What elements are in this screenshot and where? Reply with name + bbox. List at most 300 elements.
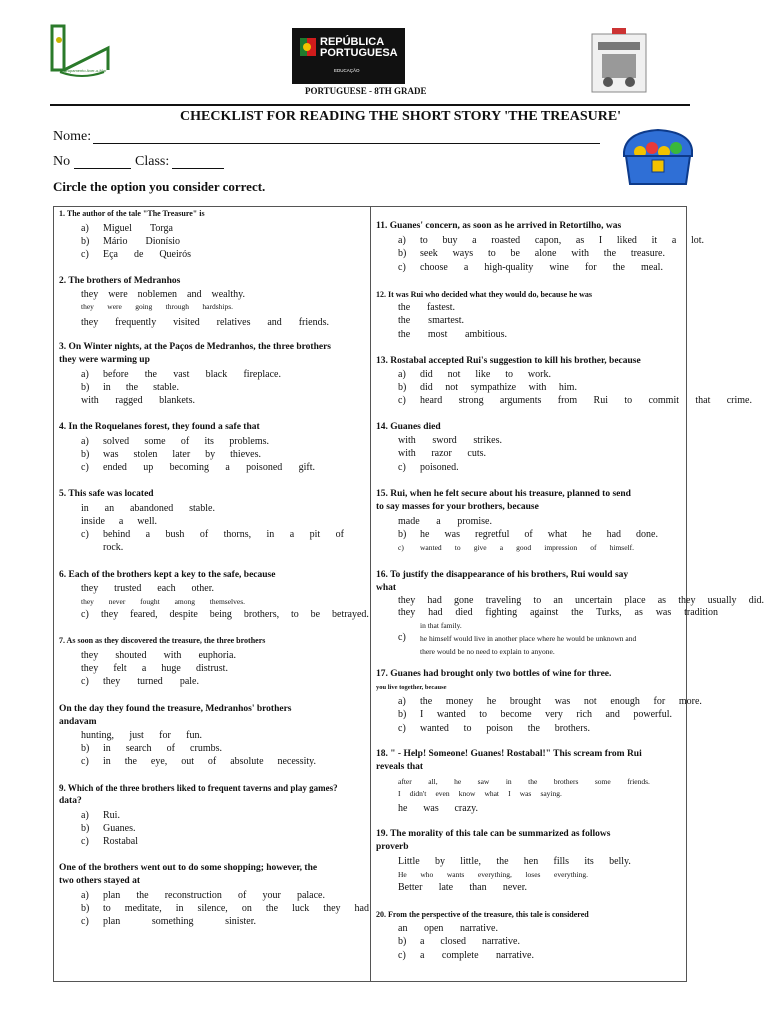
portugal-flag-icon: [300, 38, 316, 56]
option-word: narrative.: [495, 950, 534, 961]
option-word: for: [584, 262, 597, 273]
option-word: everything,: [477, 870, 512, 879]
option-word: a: [289, 529, 295, 540]
option-word: open: [423, 923, 444, 934]
number-label: No: [53, 154, 71, 169]
option-word: regretful: [474, 529, 510, 540]
option[interactable]: [81, 595, 245, 608]
option-word: its: [584, 856, 594, 867]
option[interactable]: [398, 328, 507, 341]
option-word: they: [101, 609, 119, 620]
option-word: brothers.: [554, 723, 590, 734]
option-word: that: [695, 395, 711, 406]
option-continuation: rock.: [103, 542, 124, 553]
nome-label: Nome:: [53, 129, 92, 144]
option-word: by: [434, 856, 445, 867]
option-word: to: [290, 609, 299, 620]
option[interactable]: [103, 235, 180, 248]
option-word: didn't: [409, 789, 427, 798]
option-word: be: [510, 248, 520, 259]
label-a: a): [398, 369, 406, 380]
option-word: the: [603, 248, 617, 259]
question-12: 12. It was Rui who decided what they would do, because he was: [376, 290, 593, 299]
option[interactable]: [420, 394, 752, 407]
question-18-line-2: reveals that: [376, 762, 424, 772]
option-word: to: [487, 248, 496, 259]
option-word: Dionísio: [145, 236, 180, 247]
label-c: c): [81, 609, 89, 620]
option-word: he: [454, 777, 462, 786]
option-word: they: [81, 289, 99, 300]
option-word: were: [107, 302, 122, 311]
label-c: c): [398, 462, 406, 473]
option-word: was: [655, 607, 672, 618]
option-word: a: [472, 235, 477, 246]
option-word: wanted: [436, 709, 466, 720]
option-word: promise.: [457, 516, 492, 527]
question-4: 4. In the Roquelanes forest, they found a safe that: [59, 422, 260, 432]
option-word: Mário: [103, 236, 128, 247]
option-word: with: [528, 382, 547, 393]
option-word: brothers,: [243, 609, 280, 620]
option-word: late: [438, 882, 454, 893]
option-word: a: [420, 936, 425, 947]
option[interactable]: [420, 528, 658, 541]
option-word: they: [398, 607, 416, 618]
option[interactable]: [81, 729, 202, 742]
option-word: the: [496, 856, 509, 867]
option[interactable]: [398, 301, 455, 314]
option-word: Rui: [593, 395, 608, 406]
option-word: good: [516, 543, 532, 552]
option[interactable]: [81, 649, 236, 662]
option[interactable]: [398, 434, 502, 447]
option[interactable]: [81, 300, 233, 313]
option[interactable]: [420, 708, 672, 721]
option-word: friends.: [298, 317, 329, 328]
option-word: palace.: [296, 890, 325, 901]
option[interactable]: [398, 868, 588, 881]
question-6: 6. Each of the brothers kept a key to the safe, because: [59, 570, 276, 580]
option-word: than: [469, 882, 487, 893]
option-word: among: [174, 597, 195, 606]
option-word: enough: [610, 696, 640, 707]
option-word: the: [571, 607, 584, 618]
school-logo-text: Agrupamento Aver-o-Mar: [61, 68, 107, 73]
school-logo: [50, 22, 114, 80]
option-word: capon,: [534, 235, 562, 246]
option-word: with: [398, 448, 416, 459]
option-word: closed: [440, 936, 466, 947]
option-word: of: [207, 756, 217, 767]
option-word: bush: [165, 529, 185, 540]
option-word: him.: [558, 382, 577, 393]
label-a: a): [81, 369, 89, 380]
option-word: was: [103, 449, 119, 460]
option-word: loses: [525, 870, 541, 879]
option[interactable]: [398, 606, 718, 619]
option-word: trusted: [114, 583, 142, 594]
option-word: hen: [523, 856, 539, 867]
option-word: alone: [534, 248, 557, 259]
option-word: up: [143, 462, 154, 473]
option-word: some: [144, 436, 166, 447]
option[interactable]: [103, 889, 325, 902]
option-word: impression: [544, 543, 578, 552]
option-continuation: in that family.: [420, 621, 462, 630]
republic-word-1: REPÚBLICA: [320, 36, 385, 48]
label-a: a): [398, 235, 406, 246]
option-word: hunting,: [81, 730, 115, 741]
option-word: in: [266, 529, 275, 540]
option-word: fastest.: [426, 302, 455, 313]
question-18-line-1: 18. " - Help! Someone! Guanes! Rostabal!" This scream from Rui: [376, 749, 642, 759]
option[interactable]: [103, 902, 369, 915]
option-word: money: [445, 696, 474, 707]
option-word: they: [81, 597, 94, 606]
option-word: did.: [748, 595, 764, 606]
option-word: everything.: [554, 870, 588, 879]
option-word: never: [108, 597, 126, 606]
option-word: of: [590, 543, 597, 552]
option-word: a: [145, 529, 151, 540]
option-word: they: [398, 595, 416, 606]
option-word: huge: [161, 663, 181, 674]
option-word: feared,: [130, 609, 158, 620]
label-b: b): [398, 248, 407, 259]
option-word: they: [81, 302, 94, 311]
option-word: complete: [441, 950, 479, 961]
option-word: was: [444, 529, 460, 540]
option-word: treasure.: [630, 248, 665, 259]
option-word: other.: [191, 583, 214, 594]
option[interactable]: [420, 461, 464, 474]
option-word: the: [124, 756, 137, 767]
option-word: each: [157, 583, 176, 594]
option-word: Queirós: [159, 249, 191, 260]
option[interactable]: [103, 742, 222, 755]
option-word: plan: [103, 916, 121, 927]
option-word: solved: [103, 436, 130, 447]
option[interactable]: [81, 515, 157, 528]
class-label: Class:: [135, 154, 170, 169]
option-word: razor: [431, 448, 452, 459]
option-word: I: [508, 789, 511, 798]
option-word: inside: [81, 516, 105, 527]
option-word: give: [473, 543, 487, 552]
question-8-line-2: andavam: [59, 717, 97, 727]
option[interactable]: [103, 435, 269, 448]
option[interactable]: [398, 802, 478, 815]
option[interactable]: [103, 381, 179, 394]
label-a: a): [81, 436, 89, 447]
option-word: meal.: [641, 262, 663, 273]
option-word: strikes.: [473, 435, 502, 446]
label-c: c): [81, 529, 89, 540]
option-word: its: [204, 436, 214, 447]
option-word: not: [583, 696, 597, 707]
option-word: absolute: [230, 756, 264, 767]
option-word: liked: [616, 235, 637, 246]
option[interactable]: [398, 787, 562, 800]
label-c: c): [81, 916, 89, 927]
question-15-line-1: 15. Rui, when he felt secure about his treasure, planned to send: [376, 489, 631, 499]
option-word: were: [108, 289, 128, 300]
option-word: had: [354, 903, 369, 914]
option[interactable]: [420, 234, 704, 247]
option-word: the: [265, 903, 279, 914]
option[interactable]: [420, 368, 551, 381]
option-word: reconstruction: [164, 890, 222, 901]
option-word: He: [398, 870, 407, 879]
question-10-line-2: two others stayed at: [59, 876, 141, 886]
option-word: problems.: [229, 436, 269, 447]
label-c: c): [398, 262, 406, 273]
option-word: to: [624, 395, 633, 406]
label-b: b): [398, 529, 407, 540]
option[interactable]: [81, 316, 329, 329]
option[interactable]: he himself would live in another place where he would be unknown and: [420, 634, 637, 643]
option[interactable]: [420, 261, 663, 274]
label-b: b): [81, 823, 90, 834]
option-word: place: [624, 595, 646, 606]
option-word: meditate,: [124, 903, 162, 914]
option[interactable]: [81, 662, 228, 675]
option[interactable]: [103, 809, 123, 822]
option-word: they: [81, 650, 99, 661]
option-word: seek: [420, 248, 438, 259]
option-word: fun.: [186, 730, 202, 741]
option-word: to: [505, 369, 514, 380]
label-a: a): [81, 223, 89, 234]
option-word: poisoned: [246, 462, 283, 473]
option-word: gone: [454, 595, 474, 606]
option-word: I: [398, 789, 401, 798]
option-word: the: [612, 262, 625, 273]
option-word: a: [499, 543, 504, 552]
option-word: Guanes.: [103, 823, 136, 834]
option[interactable]: [103, 448, 261, 461]
option-word: black: [205, 369, 228, 380]
option[interactable]: [420, 949, 534, 962]
option-word: the: [398, 329, 411, 340]
option-word: silence,: [197, 903, 228, 914]
option-word: made: [398, 516, 420, 527]
option-word: friends.: [627, 777, 650, 786]
option-word: died: [455, 607, 473, 618]
option-word: poisoned.: [420, 462, 459, 473]
option-word: fireplace.: [243, 369, 281, 380]
option[interactable]: [103, 222, 173, 235]
option-continuation: there would be no need to explain to anyone.: [420, 647, 555, 656]
option[interactable]: [103, 248, 191, 261]
question-9-line-1: 9. Which of the three brothers liked to frequent taverns and play games?: [59, 783, 338, 793]
option-word: never.: [502, 882, 527, 893]
option-word: belly.: [609, 856, 631, 867]
question-20: 20. From the perspective of the treasure, this tale is considered: [376, 910, 589, 919]
option-word: well.: [137, 516, 157, 527]
option[interactable]: [420, 247, 665, 260]
option[interactable]: [81, 394, 195, 407]
option-word: and: [187, 289, 202, 300]
instruction: Circle the option you consider correct.: [53, 179, 266, 194]
option-word: to: [454, 543, 461, 552]
option-word: in: [103, 756, 111, 767]
option[interactable]: [101, 608, 369, 621]
option-word: narrative.: [481, 936, 520, 947]
option-word: luck: [292, 903, 310, 914]
option-word: through: [165, 302, 190, 311]
label-a: a): [81, 810, 89, 821]
option[interactable]: [103, 915, 256, 928]
option-word: eye,: [150, 756, 168, 767]
option-word: roasted: [491, 235, 521, 246]
option-word: smartest.: [428, 315, 464, 326]
option-word: they: [678, 595, 696, 606]
option-word: on: [241, 903, 252, 914]
label-b: b): [81, 382, 90, 393]
option-word: he: [420, 529, 430, 540]
option-word: the: [144, 369, 157, 380]
option-word: of: [199, 529, 209, 540]
option-word: with: [163, 650, 182, 661]
option-word: pale.: [179, 676, 199, 687]
label-c: c): [398, 543, 404, 552]
option-word: euphoria.: [198, 650, 236, 661]
option-word: after: [398, 777, 412, 786]
option[interactable]: [398, 881, 527, 894]
option-word: to: [479, 709, 488, 720]
label-c: c): [81, 756, 89, 767]
option-word: Eça: [103, 249, 118, 260]
option-word: himself.: [609, 543, 634, 552]
option[interactable]: [103, 755, 316, 768]
option-word: crime.: [726, 395, 752, 406]
option-word: of: [238, 890, 247, 901]
option[interactable]: [103, 528, 344, 541]
option-word: very: [545, 709, 563, 720]
option-word: frequently: [115, 317, 157, 328]
label-c: c): [398, 950, 406, 961]
label-c: c): [81, 249, 89, 260]
number-field[interactable]: [74, 168, 131, 169]
option-word: with: [81, 395, 99, 406]
label-b: b): [81, 236, 90, 247]
option-word: more.: [678, 696, 702, 707]
option[interactable]: [81, 582, 214, 595]
option-word: in: [103, 743, 111, 754]
label-a: a): [398, 696, 406, 707]
option-word: brothers: [553, 777, 579, 786]
label-b: b): [398, 936, 407, 947]
option[interactable]: [420, 722, 590, 735]
question-8-line-1: On the day they found the treasure, Medranhos' brothers: [59, 704, 292, 714]
option-word: the: [398, 302, 411, 313]
option-word: he: [486, 696, 497, 707]
option-word: betrayed.: [332, 609, 369, 620]
option-word: Rui.: [103, 810, 120, 821]
option[interactable]: [420, 541, 634, 554]
option-word: stable.: [153, 382, 179, 393]
option-word: work.: [527, 369, 551, 380]
option-word: to: [533, 595, 542, 606]
option[interactable]: [398, 922, 498, 935]
option-word: wanted: [420, 543, 442, 552]
option-word: commit: [648, 395, 680, 406]
option-word: all,: [428, 777, 438, 786]
option-word: turned: [137, 676, 163, 687]
option-word: something: [151, 916, 194, 927]
option-word: what: [547, 529, 568, 540]
option-word: I: [598, 235, 603, 246]
question-19-line-2: proverb: [376, 842, 409, 852]
option-word: to: [463, 723, 472, 734]
label-c: c): [81, 676, 89, 687]
option-word: distrust.: [196, 663, 228, 674]
option-word: with: [398, 435, 416, 446]
class-field[interactable]: [172, 168, 224, 169]
question-17: 17. Guanes had brought only two bottles of wine for three.: [376, 669, 612, 679]
header-divider: [50, 104, 690, 106]
label-b: b): [81, 449, 90, 460]
option-word: against: [529, 607, 559, 618]
option[interactable]: [103, 368, 281, 381]
option[interactable]: [398, 447, 486, 460]
option-word: in: [81, 503, 89, 514]
question-16-line-2: what: [376, 583, 397, 593]
option-word: he: [582, 529, 592, 540]
option-word: did: [420, 369, 433, 380]
option-word: wealthy.: [211, 289, 245, 300]
option-word: they: [81, 583, 99, 594]
question-3-line-1: 3. On Winter nights, at the Paços de Medranhos, the three brothers: [59, 342, 331, 352]
option[interactable]: [398, 314, 464, 327]
option-word: was: [423, 803, 439, 814]
option[interactable]: [420, 381, 577, 394]
question-9-line-2: data?: [59, 796, 82, 806]
option-word: they: [323, 903, 341, 914]
page-title: CHECKLIST FOR READING THE SHORT STORY 'THE TREASURE': [180, 109, 622, 124]
option[interactable]: [398, 855, 631, 868]
option[interactable]: [398, 515, 492, 528]
option[interactable]: [81, 502, 215, 515]
option-word: thorns,: [223, 529, 252, 540]
option-word: an: [398, 923, 408, 934]
option[interactable]: [420, 935, 520, 948]
option-word: saying.: [540, 789, 562, 798]
republica-portuguesa-logo: [292, 28, 405, 84]
option-word: they: [81, 663, 99, 674]
option-word: thieves.: [230, 449, 261, 460]
option[interactable]: [103, 822, 137, 835]
option-word: lot.: [690, 235, 704, 246]
option-word: the: [125, 382, 139, 393]
option-word: the: [398, 315, 411, 326]
option-word: sympathize: [470, 382, 517, 393]
question-19-line-1: 19. The morality of this tale can be summarized as follows: [376, 829, 611, 839]
option[interactable]: [103, 461, 315, 474]
option[interactable]: [103, 835, 143, 848]
option[interactable]: [103, 675, 199, 688]
option-word: to: [103, 903, 111, 914]
option-word: before: [103, 369, 129, 380]
option[interactable]: [420, 695, 702, 708]
option-word: be: [310, 609, 321, 620]
option-word: behind: [103, 529, 131, 540]
option-word: it: [651, 235, 658, 246]
nome-field[interactable]: [93, 143, 600, 144]
option-word: relatives: [216, 317, 251, 328]
